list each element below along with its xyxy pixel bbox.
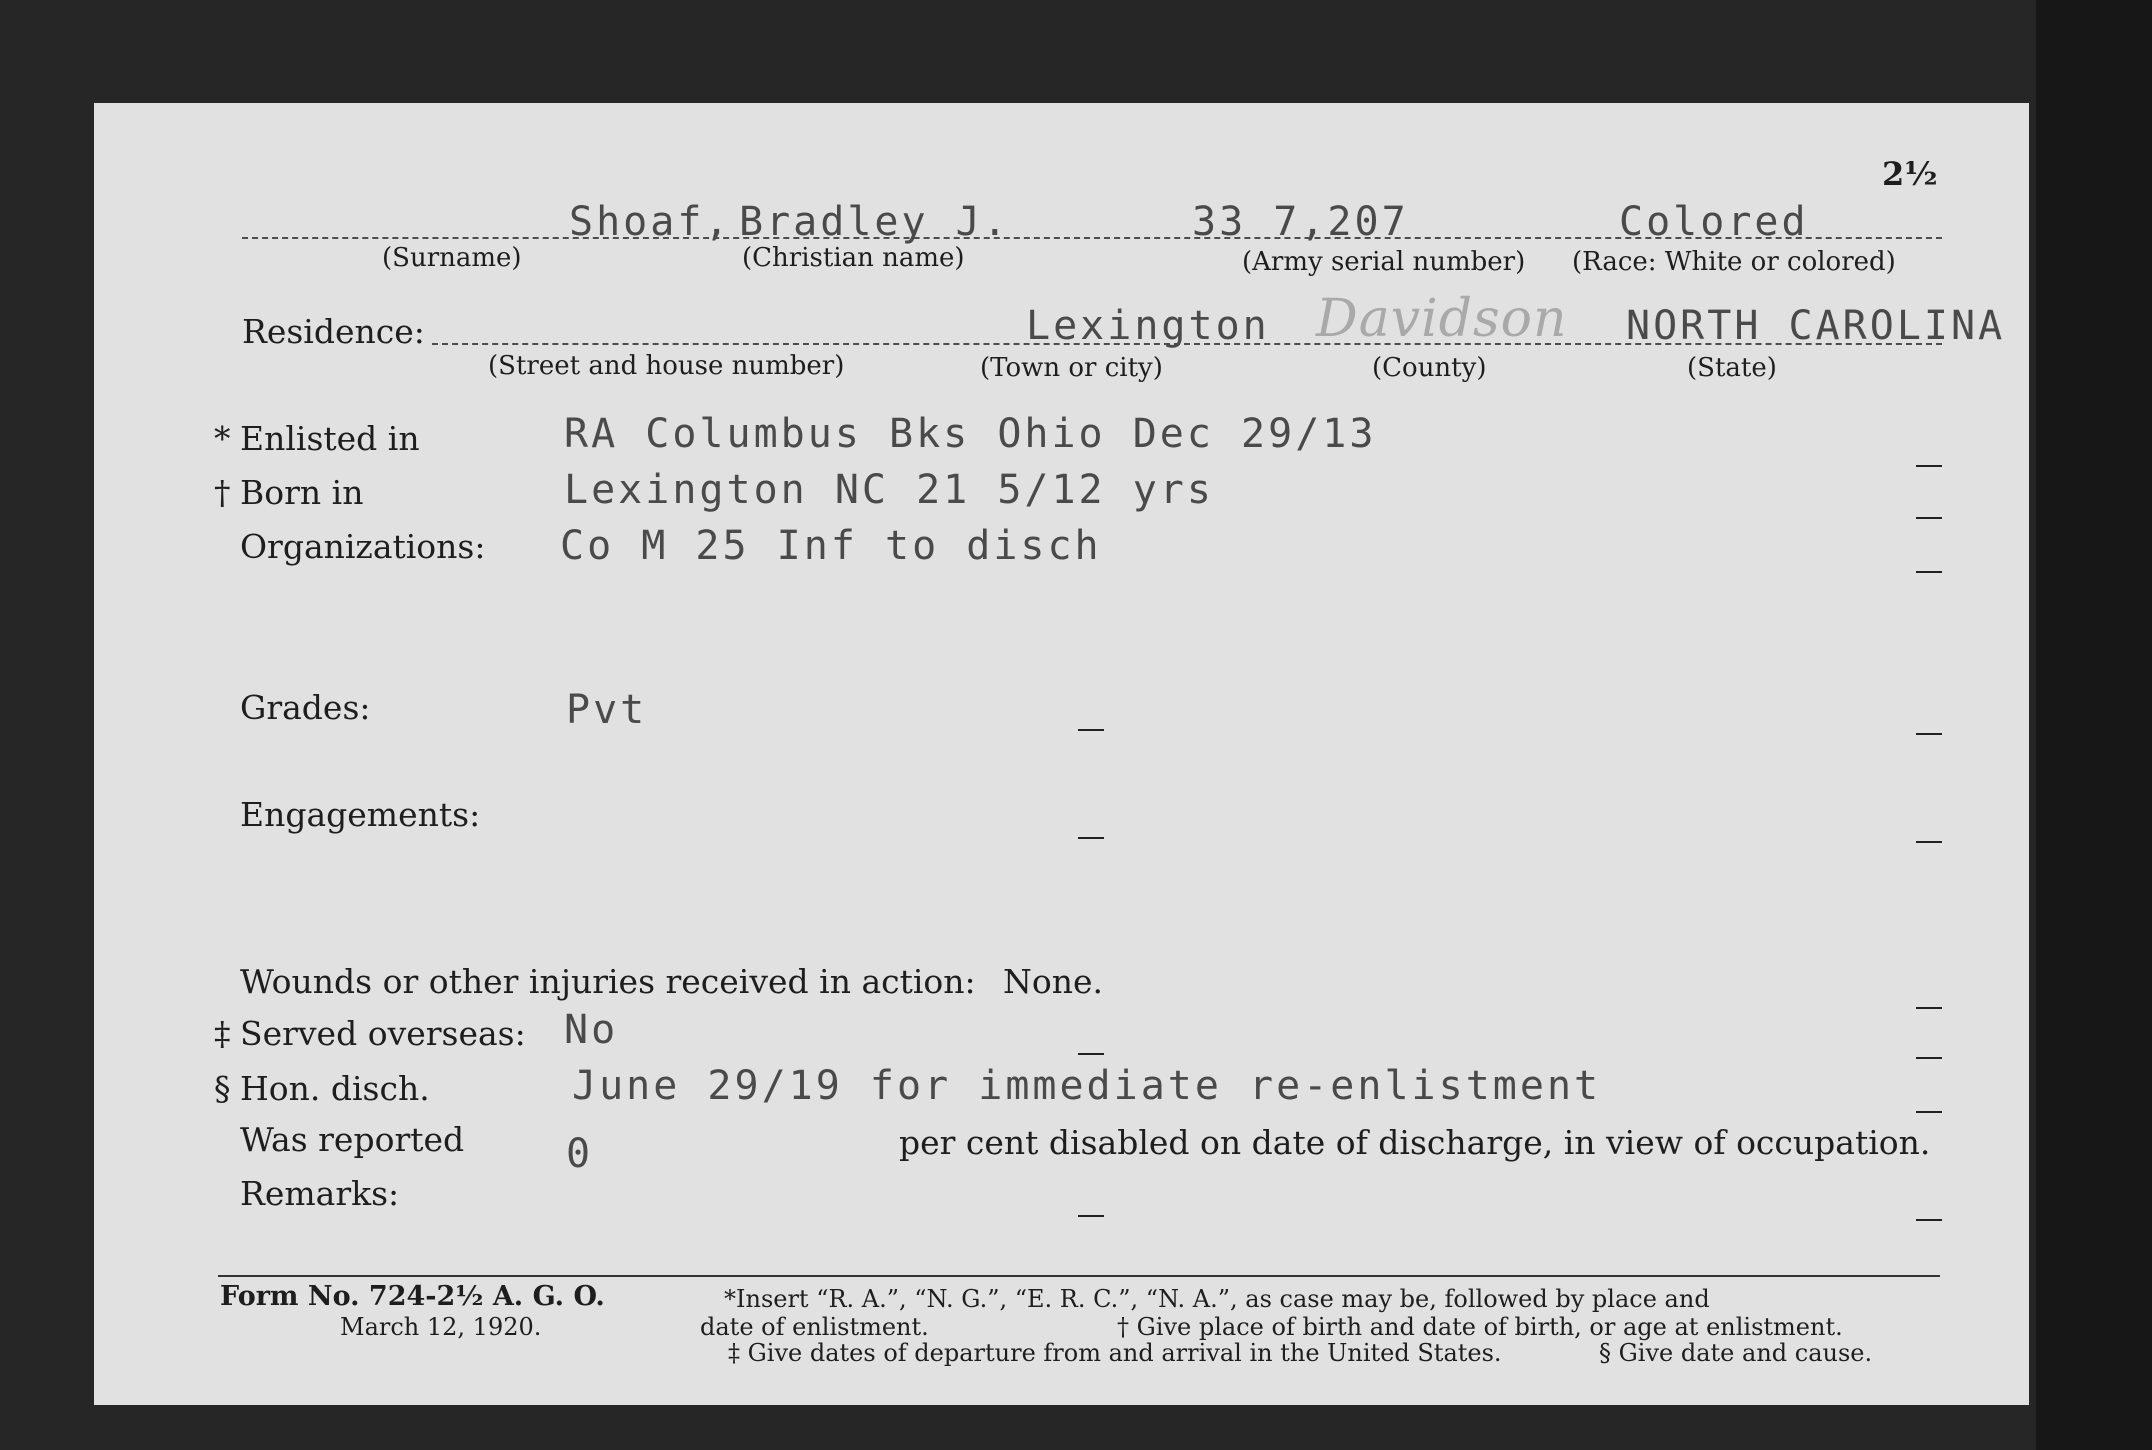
residence-town-value: Lexington xyxy=(1026,303,1270,349)
race-value: Colored xyxy=(1619,199,1809,245)
christian-name-value: Bradley J. xyxy=(739,199,1010,245)
footnote-enlistment-cont: date of enlistment. xyxy=(700,1313,929,1341)
serial-caption: (Army serial number) xyxy=(1242,247,1526,277)
wounds-dash xyxy=(1916,1007,1942,1009)
enlisted-dash xyxy=(1916,465,1942,467)
hon-disch-label: Hon. disch. xyxy=(240,1069,430,1108)
overseas-dash xyxy=(1916,1057,1942,1059)
overseas-mid-dash xyxy=(1078,1053,1104,1055)
grades-dash xyxy=(1916,733,1942,735)
section-mark: § xyxy=(214,1069,231,1108)
residence-county-value: Davidson xyxy=(1316,289,1568,349)
serial-number-value: 33 7,207 xyxy=(1192,199,1409,245)
footnote-overseas: ‡ Give dates of departure from and arrival in the United States. xyxy=(728,1339,1502,1367)
engagements-dash xyxy=(1916,841,1942,843)
born-label: Born in xyxy=(240,473,364,512)
organizations-label: Organizations: xyxy=(240,527,486,566)
wounds-value: None. xyxy=(1003,962,1104,1001)
remarks-mid-dash xyxy=(1078,1215,1104,1217)
state-caption: (State) xyxy=(1687,353,1777,383)
wounds-label: Wounds or other injuries received in action: xyxy=(240,962,976,1001)
asterisk-mark: * xyxy=(214,419,231,458)
organizations-value: Co M 25 Inf to disch xyxy=(560,523,1102,569)
residence-state-value: NORTH CAROLINA xyxy=(1626,303,2006,349)
county-caption: (County) xyxy=(1372,353,1487,383)
enlisted-label: Enlisted in xyxy=(240,419,420,458)
born-value: Lexington NC 21 5/12 yrs xyxy=(564,467,1214,513)
dagger-mark: † xyxy=(214,473,231,512)
reported-suffix: per cent disabled on date of discharge, in view of occupation. xyxy=(899,1123,1931,1162)
surname-value: Shoaf, xyxy=(569,199,732,245)
hon-disch-value: June 29/19 for immediate re-enlistment xyxy=(572,1063,1602,1109)
enlisted-value: RA Columbus Bks Ohio Dec 29/13 xyxy=(564,411,1377,457)
card-number: 2½ xyxy=(1882,155,1938,193)
double-dagger-mark: ‡ xyxy=(214,1014,231,1053)
footer-rule xyxy=(218,1275,1940,1277)
christian-name-caption: (Christian name) xyxy=(742,243,965,273)
footnote-birth: † Give place of birth and date of birth, or age at enlistment. xyxy=(1117,1313,1843,1341)
remarks-dash xyxy=(1916,1219,1942,1221)
footnote-enlistment: *Insert “R. A.”, “N. G.”, “E. R. C.”, “N. A.”, as case may be, followed by place and xyxy=(724,1285,1710,1313)
overseas-label: Served overseas: xyxy=(240,1014,526,1053)
race-caption: (Race: White or colored) xyxy=(1572,247,1896,277)
engagements-mid-dash xyxy=(1078,837,1104,839)
footnote-discharge: § Give date and cause. xyxy=(1599,1339,1873,1367)
grades-mid-dash xyxy=(1078,729,1104,731)
form-number: Form No. 724-2½ A. G. O. xyxy=(220,1281,605,1312)
form-date: March 12, 1920. xyxy=(340,1313,542,1341)
street-caption: (Street and house number) xyxy=(488,351,845,381)
overseas-value: No xyxy=(564,1007,619,1053)
surname-caption: (Surname) xyxy=(382,243,522,273)
scanner-edge xyxy=(2036,0,2152,1450)
residence-label: Residence: xyxy=(242,312,425,351)
reported-value: 0 xyxy=(566,1131,594,1177)
grades-value: Pvt xyxy=(566,687,648,733)
service-record-card xyxy=(94,103,2029,1405)
remarks-label: Remarks: xyxy=(240,1174,400,1213)
reported-label: Was reported xyxy=(240,1120,465,1159)
organizations-dash xyxy=(1916,571,1942,573)
born-dash xyxy=(1916,517,1942,519)
engagements-label: Engagements: xyxy=(240,795,481,834)
hon-disch-dash xyxy=(1916,1111,1942,1113)
grades-label: Grades: xyxy=(240,688,371,727)
town-caption: (Town or city) xyxy=(980,353,1163,383)
